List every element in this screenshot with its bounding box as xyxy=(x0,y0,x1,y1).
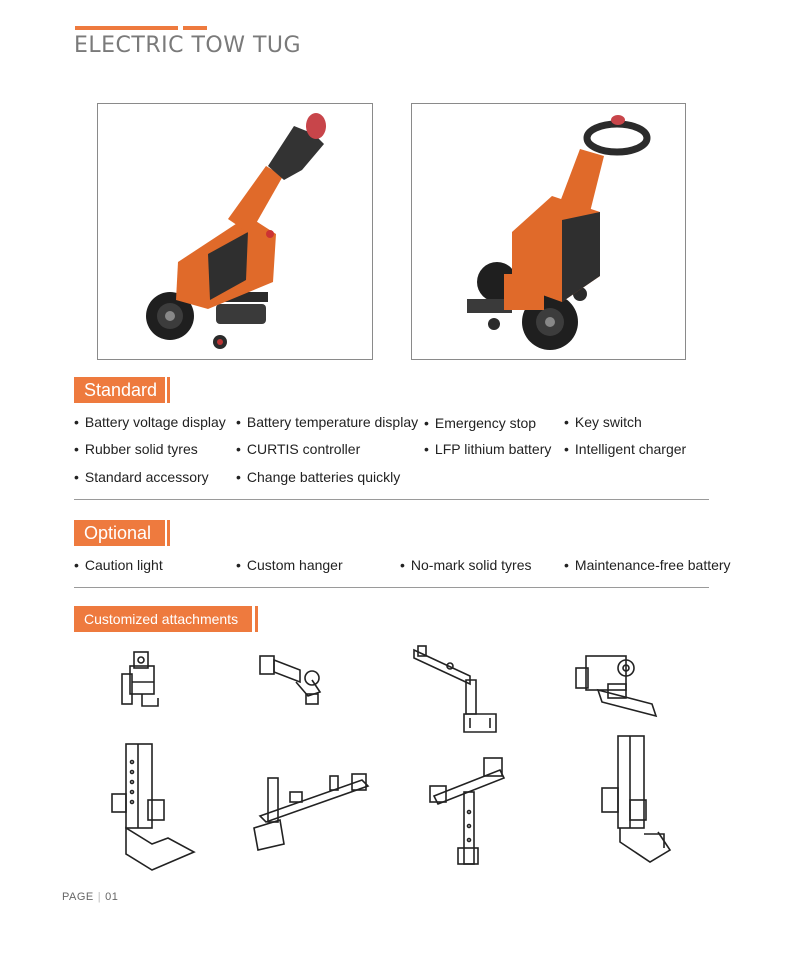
column-bracket-icon xyxy=(600,734,674,866)
pin-hitch-plate-icon xyxy=(574,644,660,722)
attachments-section-label: Customized attachments xyxy=(74,606,252,632)
product-photo-angle xyxy=(411,103,686,360)
option-item: • No-mark solid tyres xyxy=(400,557,532,573)
feature-item: • Rubber solid tyres xyxy=(74,441,198,457)
optional-section-label: Optional xyxy=(74,520,165,546)
attachments-label-accent xyxy=(255,606,258,632)
standard-label-accent xyxy=(167,377,170,403)
feature-item: • LFP lithium battery xyxy=(424,441,551,457)
section-divider xyxy=(74,587,709,588)
post-plate-icon xyxy=(108,742,198,874)
feature-item: • Battery voltage display xyxy=(74,414,226,430)
title-accent-line xyxy=(75,26,178,30)
option-item: • Maintenance-free battery xyxy=(564,557,731,573)
tow-tug-angle-image xyxy=(412,104,685,359)
frame-bar-icon xyxy=(250,772,372,852)
page-footer xyxy=(62,891,118,903)
option-item: • Caution light xyxy=(74,557,163,573)
feature-item: • CURTIS controller xyxy=(236,441,360,457)
hook-coupler-icon xyxy=(112,648,172,714)
feature-item: • Standard accessory xyxy=(74,469,209,485)
option-item: • Custom hanger xyxy=(236,557,343,573)
page-label: PAGE xyxy=(62,891,94,903)
angled-bracket-hook-icon xyxy=(410,644,506,738)
feature-item: • Key switch xyxy=(564,414,642,430)
section-divider xyxy=(74,499,709,500)
feature-item: • Intelligent charger xyxy=(564,441,686,457)
feature-item: • Change batteries quickly xyxy=(236,469,400,485)
t-hanger-icon xyxy=(426,752,508,872)
standard-section-label: Standard xyxy=(74,377,165,403)
title-accent-line-short xyxy=(183,26,207,30)
tow-tug-side-image xyxy=(98,104,372,359)
optional-label-accent xyxy=(167,520,170,546)
feature-item: • Emergency stop xyxy=(424,415,536,431)
page-title: ELECTRIC TOW TUG xyxy=(74,33,302,58)
footer-separator: | xyxy=(97,891,102,903)
tow-ball-icon xyxy=(256,648,328,712)
feature-item: • Battery temperature display xyxy=(236,414,418,430)
product-photo-side xyxy=(97,103,373,360)
page-number: 01 xyxy=(105,891,119,903)
